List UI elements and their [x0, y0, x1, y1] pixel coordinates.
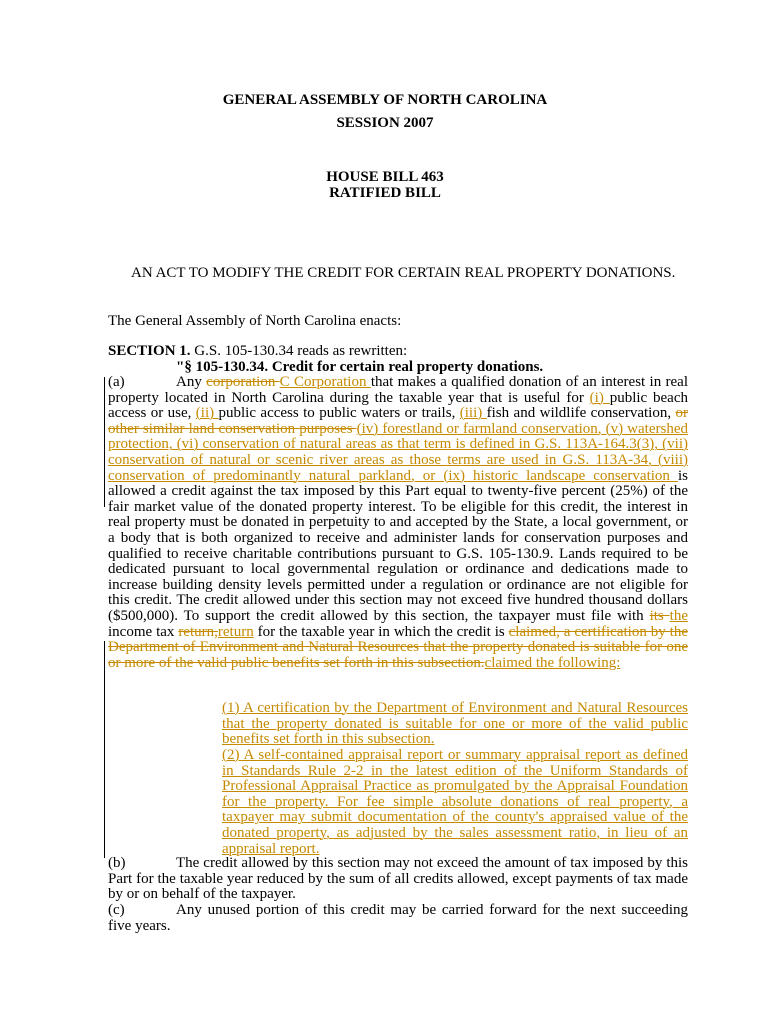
change-bar: [104, 641, 105, 703]
section-text: G.S. 105-130.34 reads as rewritten:: [194, 343, 408, 359]
text-run: fish and wildlife conservation,: [486, 405, 676, 422]
subsection-a-label: (a): [108, 374, 125, 390]
list-item-text: A self-contained appraisal report or summary appraisal report as defined in Standards Rule 2-2 in the latest edition of the Uniform Standards of Professional Appraisal Practice as promulgated by the Appraisal Foundation for the property. For fee simple absolute donations of real property, a taxpayer may submit documentation of the county's appraised value of the donated property, as adjusted by the sales assessment ratio, in lieu of an appraisal report.: [222, 747, 688, 857]
text-run: for the taxable year in which the credit is: [253, 623, 509, 640]
text-run: Any unused portion of this credit may be carried forward for the next succeeding five years.: [108, 902, 688, 934]
text-run: that makes a qualified donation of an interest in real property located in North Carolina during the taxable year that is useful for: [108, 374, 689, 406]
change-bar: [104, 377, 105, 507]
assembly-heading: GENERAL ASSEMBLY OF NORTH CAROLINA: [222, 92, 548, 108]
deleted-text: claimed, a certification by the Department of Environment and Natural Resources that the property donated is suitable for one or more of the valid public benefits set forth in this subsection.: [108, 623, 688, 671]
text-run: Any: [176, 374, 207, 390]
section-1-intro: [108, 344, 688, 360]
deleted-text: or other similar land conservation purposes: [108, 405, 688, 437]
deleted-text: return,: [178, 623, 218, 640]
text-run: public beach access or use,: [108, 389, 688, 422]
subsection-c: [108, 903, 688, 934]
subsection-c-label: (c): [108, 902, 125, 918]
statute-heading: "§ 105-130.34. Credit for certain real property donations.: [176, 359, 544, 375]
inserted-text: (iv) forestland or farmland conservation, (v) watershed protection, (vi) conservation of natural areas as that term is defined in G.S. 113A-164.3(3), (vii) conservation of natural or scenic river areas as those terms are used in G.S. 113A-34, (viii) conservation of predominantly natural parkland, or (ix) historic landscape conservation: [108, 420, 688, 484]
change-bar: [104, 701, 105, 858]
act-title: AN ACT TO MODIFY THE CREDIT FOR CERTAIN REAL PROPERTY DONATIONS.: [131, 265, 676, 281]
bill-number: HOUSE BILL 463: [326, 169, 444, 185]
subsection-a: [108, 375, 688, 671]
inserted-text: the: [669, 607, 688, 624]
text-run: is allowed a credit against the tax imposed by this Part equal to twenty-five percent (25%) of the fair market value of the donated property interest. To be eligible for this credit, the interest in real property must be donated in perpetuity to and accepted by the State, a local government, or a body that is both organized to receive and administer lands for conservation purposes and qualified to receive charitable contributions pursuant to G.S. 105-130.9. Lands required to be dedicated pursuant to local governmental regulation or ordinance and dedications made to increase building density levels permitted under a regulation or ordinance are not eligible for this credit. The credit allowed under this section may not exceed five hundred thousand dollars ($500,000). To support the credit allowed by this section, the taxpayer must file with: [108, 467, 688, 624]
list-item-1: [222, 701, 688, 748]
list-item-number: (1): [222, 700, 240, 716]
deleted-text: its: [649, 607, 670, 624]
text-run: The credit allowed by this section may not exceed the amount of tax imposed by this Part for the taxable year reduced by the sum of all credits allowed, except payments of tax made by or on behalf of the taxpayer.: [108, 855, 688, 903]
bill-status: RATIFIED BILL: [329, 185, 441, 201]
inserted-text: (iii): [459, 405, 487, 422]
list-item-number: (2): [222, 747, 240, 763]
list-item-2: [222, 748, 688, 857]
subsection-b-label: (b): [108, 855, 126, 871]
inserted-text: (ii): [195, 405, 219, 422]
deleted-text: corporation: [206, 374, 280, 390]
enacting-clause: The General Assembly of North Carolina enacts:: [108, 313, 402, 329]
inserted-text: C Corporation: [279, 374, 371, 390]
text-run: income tax: [108, 623, 179, 640]
inserted-text: (i): [589, 389, 610, 406]
session-heading: SESSION 2007: [336, 115, 434, 131]
inserted-text: return: [217, 623, 254, 640]
list-item-text: A certification by the Department of Environment and Natural Resources that the property donated is suitable for one or more of the valid public benefits set forth in this subsection.: [222, 700, 688, 748]
section-label: SECTION 1.: [108, 343, 191, 359]
inserted-text: claimed the following:: [484, 654, 621, 671]
subsection-b: [108, 856, 688, 903]
text-run: public access to public waters or trails,: [218, 405, 460, 422]
